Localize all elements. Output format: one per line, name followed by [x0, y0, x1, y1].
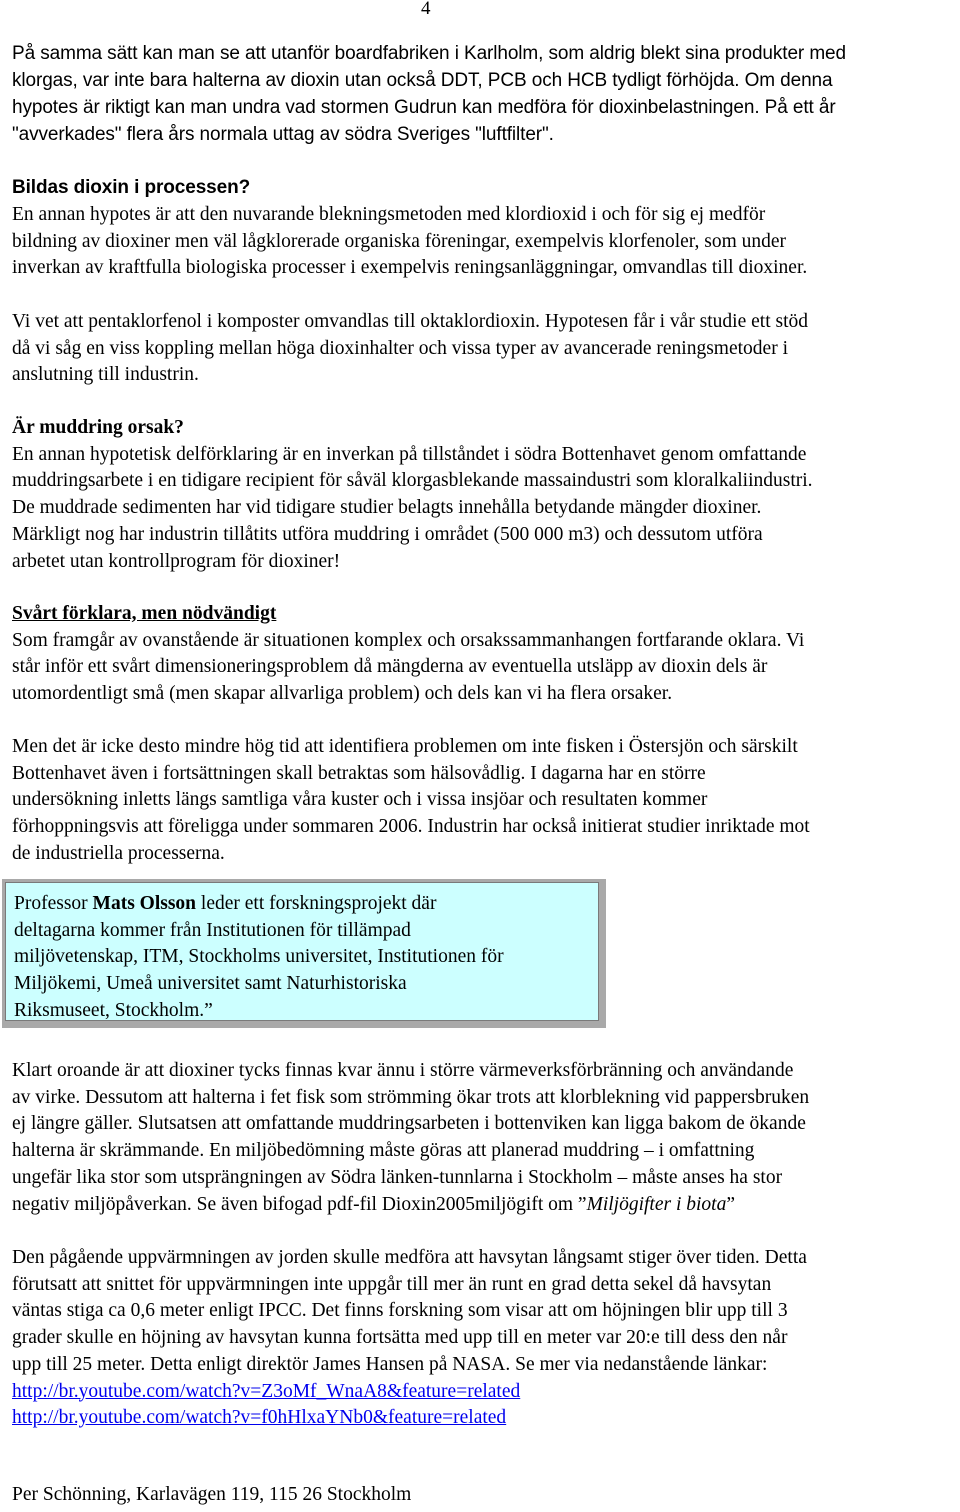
text-line: deltagarna kommer från Institutionen för tillämpad [14, 919, 411, 941]
text-line: De muddrade sedimenten har vid tidigare studier belagts innehålla betydande mängder dioxiner. [12, 497, 762, 519]
text-line: En annan hypotetisk delförklaring är en inverkan på tillståndet i södra Bottenhavet genom omfattande [12, 443, 807, 465]
footer-address: Per Schönning, Karlavägen 119, 115 26 Stockholm [12, 1484, 412, 1505]
text-line: Miljökemi, Umeå universitet samt Naturhistoriska [14, 973, 407, 995]
text-line: förhoppningsvis att föreligga under sommaren 2006. Industrin har också initierat studier inriktade mot [12, 816, 810, 838]
text-line: grader skulle en höjning av havsytan kunna fortsätta med upp till en meter var 20:e till dess den når [12, 1327, 788, 1349]
text-line: Den pågående uppvärmningen av jorden skulle medföra att havsytan långsamt stiger över tiden. Detta [12, 1247, 807, 1268]
text-line: Märkligt nog har industrin tillåtits utföra muddring i området (500 000 m3) och dessutom utföra [12, 523, 763, 545]
text-line: anslutning till industrin. [12, 364, 199, 386]
intro-paragraph [12, 40, 958, 148]
text-line: då vi såg en viss koppling mellan höga dioxinhalter och vissa typer av avancerade reningsmetoder i [12, 337, 788, 359]
text-line: arbetet utan kontrollprogram för dioxiner! [12, 550, 341, 572]
text-line: bildning av dioxiner men väl lågklorerade organiska föreningar, exempelvis klorfenoler, som under [12, 230, 787, 252]
text-line: Professor Mats Olsson leder ett forskningsprojekt där [14, 893, 437, 914]
section-heading: Är muddring orsak? [12, 417, 184, 438]
text-line: ungefär lika stor som utsprängningen av Södra länken-tunnlarna i Stockholm – måste anses ha stor [12, 1166, 783, 1188]
text-line: hypotes är riktigt kan man undra vad stormen Gudrun kan medföra för dioxinbelastningen. På ett år [12, 97, 836, 118]
text-line: "avverkades" flera års normala uttag av södra Sveriges "luftfilter". [12, 124, 554, 145]
section-concern [12, 1058, 958, 1218]
section-hard-to-explain [12, 601, 958, 708]
text-line: negativ miljöpåverkan. Se även bifogad pdf-fil Dioxin2005miljögift om ”Miljögifter i biota” [12, 1193, 735, 1215]
text-line: undersökning inletts längs samtliga våra kuster och i vissa insjöar och resultaten kommer [12, 789, 708, 811]
text-line: På samma sätt kan man se att utanför boardfabriken i Karlholm, som aldrig blekt sina produkter med [12, 43, 846, 64]
text-line: Men det är icke desto mindre hög tid att identifiera problemen om inte fisken i Östersjön och särskilt [12, 736, 798, 757]
text-line: Riksmuseet, Stockholm.” [14, 999, 213, 1021]
text-line: väntas stiga ca 0,6 meter enligt IPCC. Det finns forskning som visar att om höjningen blir upp till 3 [12, 1300, 788, 1322]
text-line: miljövetenskap, ITM, Stockholms universitet, Institutionen för [14, 946, 504, 968]
section-hard-to-explain-para2 [12, 734, 958, 868]
section-heading: Bildas dioxin i processen? [12, 177, 251, 198]
section-dredging [12, 415, 958, 575]
text-line: upp till 25 meter. Detta enligt direktör James Hansen på NASA. Se mer via nedanstående länkar: [12, 1353, 768, 1375]
section-dioxin-process-body [12, 202, 958, 282]
youtube-link-1[interactable]: http://br.youtube.com/watch?v=Z3oMf_WnaA8&feature=related [12, 1380, 521, 1402]
section-dioxin-process [12, 174, 958, 201]
text-line: de industriella processerna. [12, 842, 225, 864]
highlight-box-shadow [2, 879, 606, 1028]
text-line: Som framgår av ovanstående är situationen komplex och orsakssammanhangen fortfarande oklara. Vi [12, 629, 805, 651]
page-number: 4 [421, 0, 431, 19]
section-dioxin-process-para2 [12, 309, 958, 389]
section-heading: Svårt förklara, men nödvändigt [12, 603, 277, 624]
text-line: muddringsarbete i en tidigare recipient för såväl klorgasblekande massaindustri som kloralkaliindustri. [12, 470, 813, 492]
text-line: ej längre gäller. Slutsatsen att omfattande muddringsarbeten i bottenviken kan ligga bakom de ökande [12, 1113, 806, 1135]
text-line: En annan hypotes är att den nuvarande blekningsmetoden med klordioxid i och för sig ej medför [12, 204, 766, 225]
text-line: Bottenhavet även i fortsättningen skall betraktas som hälsovådlig. I dagarna har en större [12, 762, 706, 784]
italic-title: Miljögifter i biota [586, 1193, 727, 1215]
professor-name: Mats Olsson [92, 893, 197, 914]
text-line: utomordentligt små (men skapar allvarliga problem) och dels kan vi ha flera orsaker. [12, 683, 673, 705]
youtube-link-2[interactable]: http://br.youtube.com/watch?v=f0hHlxaYNb0&feature=related [12, 1407, 507, 1429]
text-line: av virke. Dessutom att halterna i fet fisk som strömming ökar trots att klorblekning vid pappersbruken [12, 1086, 810, 1108]
text-line: förutsatt att snittet för uppvärmningen inte uppgår till mer än runt en grad detta sekel då havsytan [12, 1273, 772, 1295]
text-line: står inför ett svårt dimensioneringsproblem då mängderna av eventuella utsläpp av dioxin dels är [12, 656, 768, 678]
highlight-box [5, 882, 599, 1021]
text-line: Vi vet att pentaklorfenol i komposter omvandlas till oktaklordioxin. Hypotesen får i vår studie ett stöd [12, 311, 808, 332]
text-line: inverkan av kraftfulla biologiska processer i exempelvis reningsanläggningar, omvandlas till dioxiner. [12, 257, 808, 279]
text-line: halterna är skrämmande. En miljöbedömning måste göras att planerad muddring – i omfattning [12, 1140, 755, 1162]
section-sea-level [12, 1245, 958, 1432]
text-line: Klart oroande är att dioxiner tycks finnas kvar ännu i större värmeverksförbränning och användande [12, 1060, 794, 1081]
text-line: klorgas, var inte bara halterna av dioxin utan också DDT, PCB och HCB tydligt förhöjda. Om denna [12, 70, 833, 91]
